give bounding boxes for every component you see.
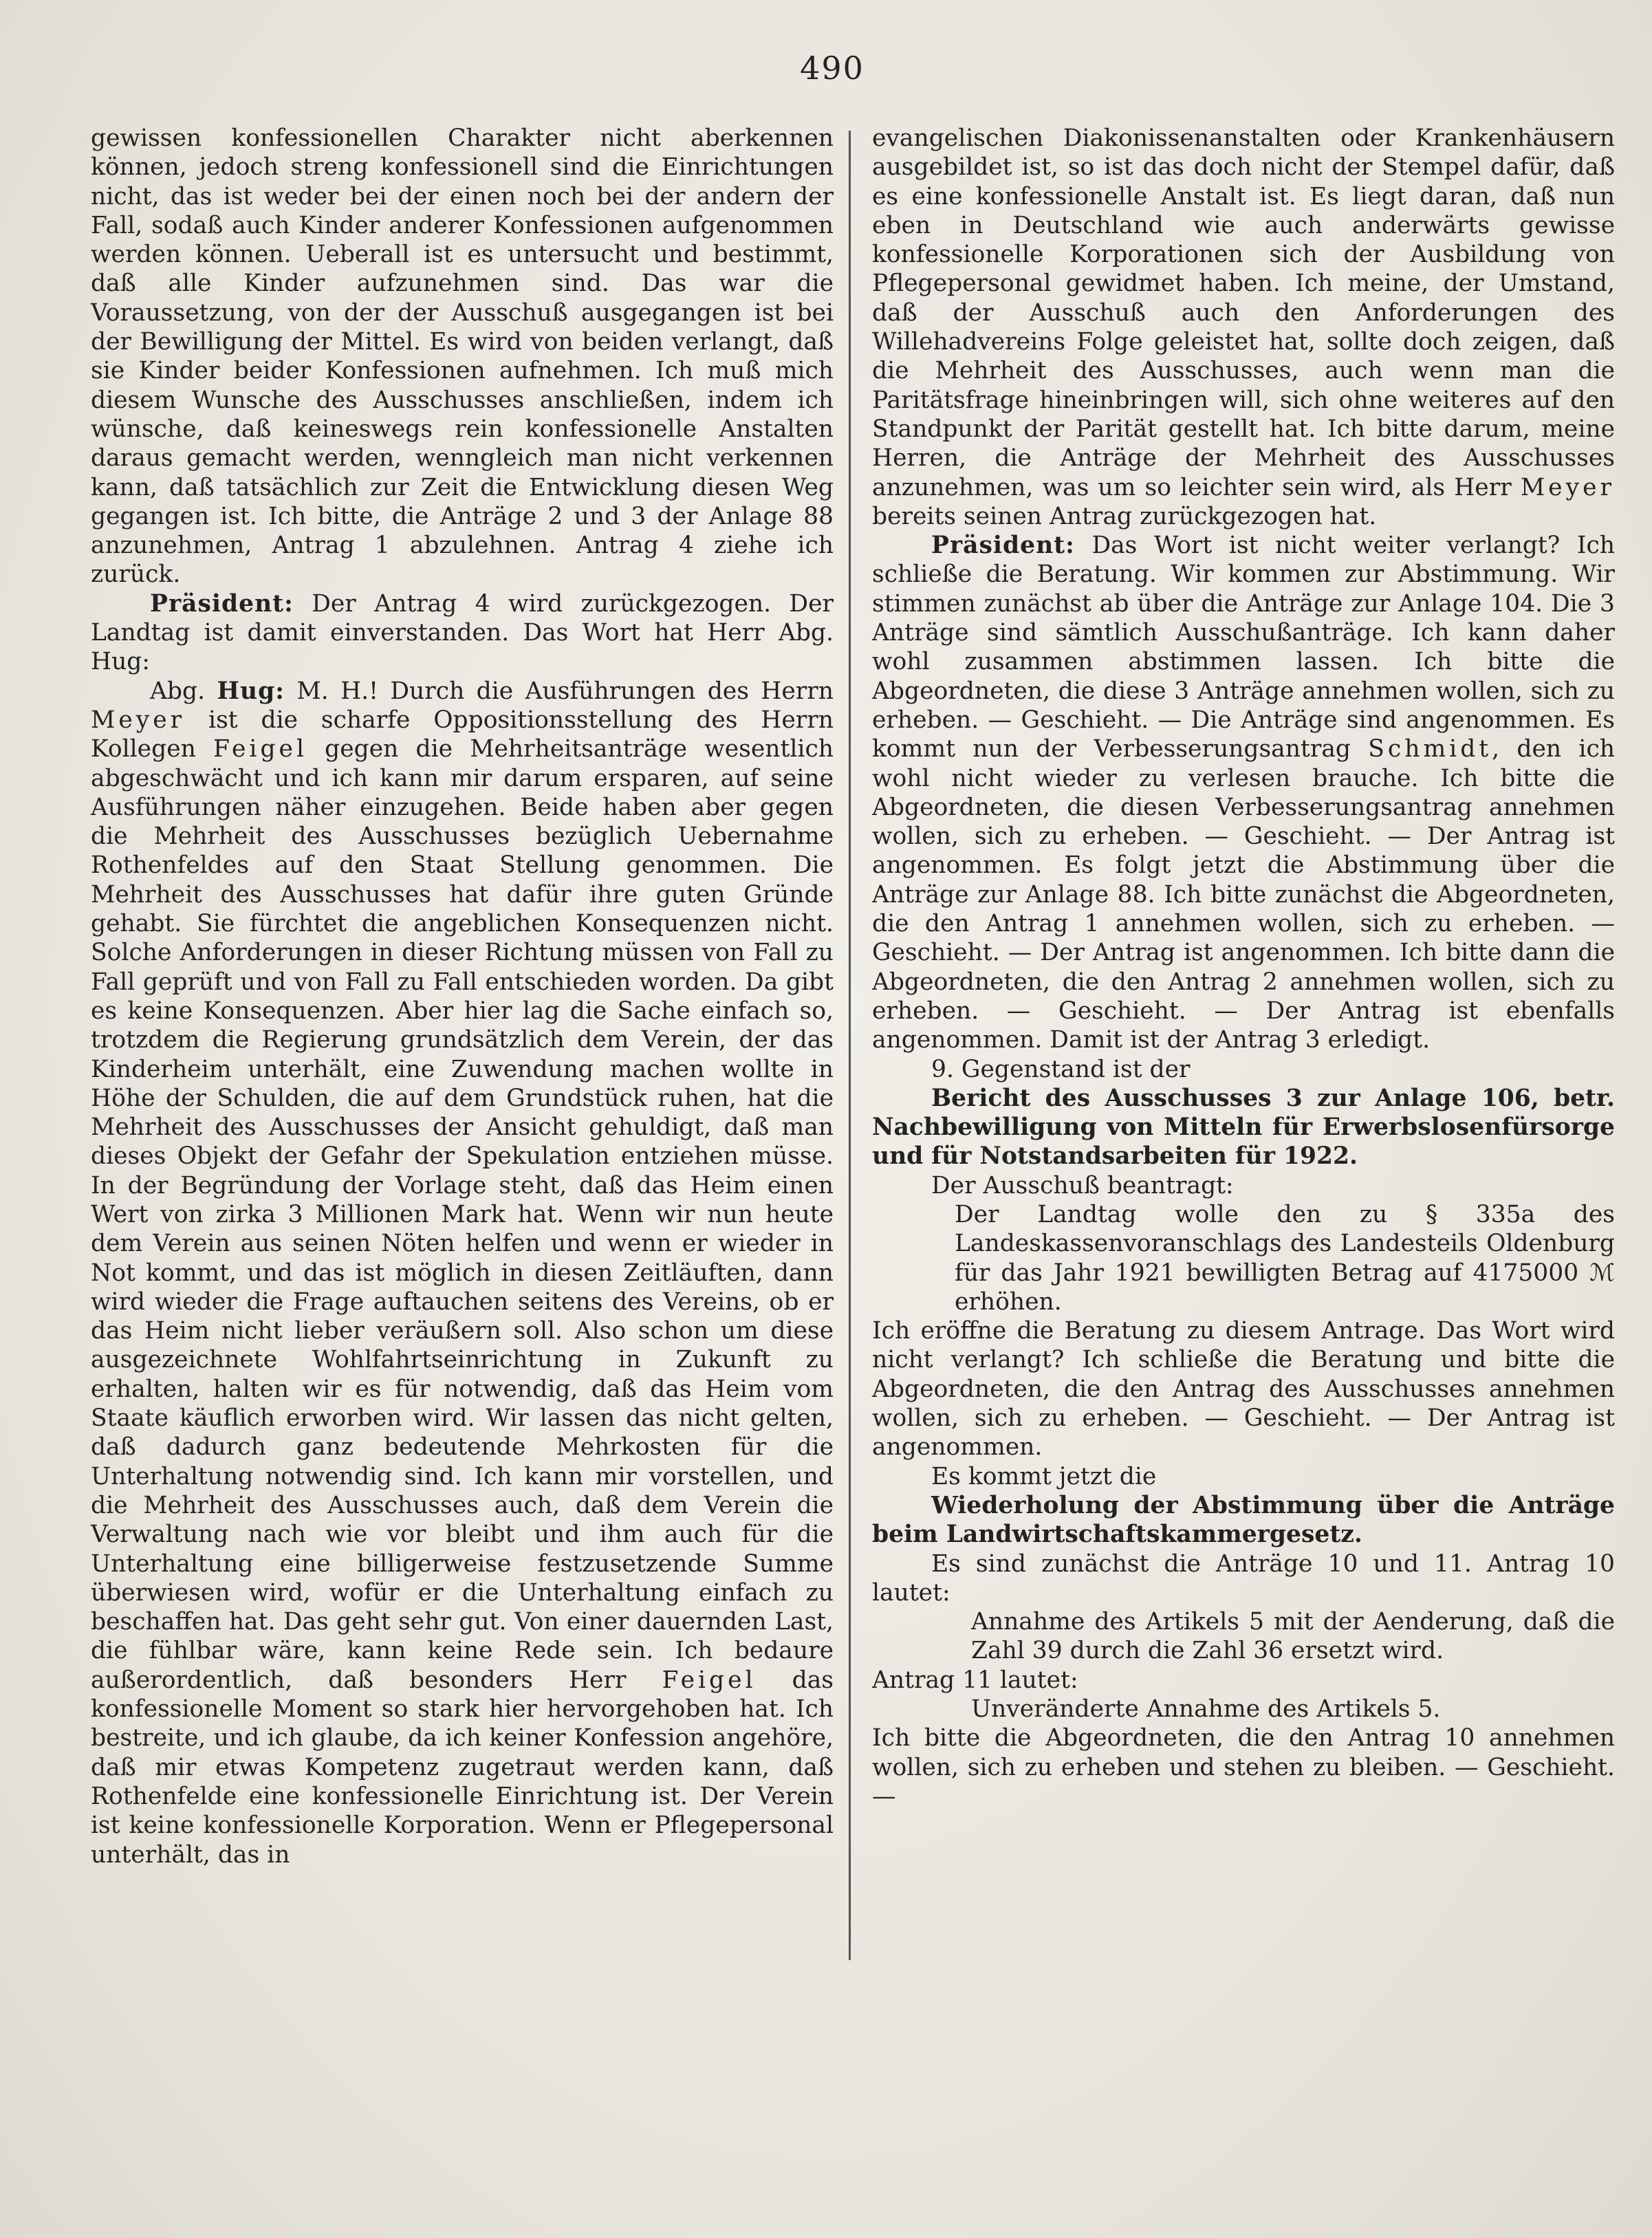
- paragraph-praesident: [91, 589, 834, 677]
- committee-motion-text: Der Landtag wolle den zu § 335a des Landeskassenvoranschlags des Landesteils Oldenburg für das Jahr 1921 bewilligten Betrag auf 4175000 ℳ erhöhen.: [955, 1200, 1615, 1316]
- paragraph: Ich bitte die Abgeordneten, die den Antrag 10 annehmen wollen, sich zu erheben und stehen zu bleiben. — Geschieht. —: [872, 1724, 1615, 1810]
- paragraph: gewissen konfessionellen Charakter nicht aberkennen können, jedoch streng konfessionell sind die Einrichtungen nicht, das ist weder bei der einen noch bei der andern der Fall, sodaß auch Kinder anderer Konfessionen aufgenommen werden können. Ueberall ist es untersucht und bestimmt, daß alle Kinder aufzunehmen sind. Das war die Voraussetzung, von der der Ausschuß ausgegangen ist bei der Bewilligung der Mittel. Es wird von beiden verlangt, daß sie Kinder beider Konfessionen aufnehmen. Ich muß mich diesem Wunsche des Ausschusses anschließen, indem ich wünsche, daß keineswegs rein konfessionelle Anstalten daraus gemacht werden, wenngleich man nicht verkennen kann, daß tatsächlich zur Zeit die Entwicklung diesen Weg gegangen ist. Ich bitte, die Anträge 2 und 3 der Anlage 88 anzunehmen, Antrag 1 abzulehnen. Antrag 4 ziehe ich zurück.: [91, 124, 834, 589]
- left-column: [91, 124, 834, 1869]
- speech-text: Das Wort ist nicht weiter verlangt? Ich schließe die Beratung. Wir kommen zur Abstimmung. Wir stimmen zunächst ab über die Anträge zur Anlage 104. Die 3 Anträge sind sämtlich Ausschußanträge. Ich kann daher wohl zusammen abstimmen lassen. Ich bitte die Abgeordneten, die diese 3 Anträge annehmen wollen, sich zu erheben. — Geschieht. — Die Anträge sind angenommen. Es kommt nun der Verbesserungsantrag: [872, 532, 1615, 763]
- person-name: Meyer: [91, 706, 186, 734]
- agenda-item-intro: 9. Gegenstand ist der: [931, 1055, 1191, 1083]
- agenda-item-title: Wiederholung der Abstimmung über die Anträge beim Landwirtschaftskammergesetz.: [872, 1491, 1615, 1549]
- motion-text: Annahme des Artikels 5 mit der Aenderung, daß die Zahl 39 durch die Zahl 36 ersetzt wird.: [971, 1608, 1615, 1665]
- paragraph-hug: [91, 677, 834, 1869]
- page-number: 490: [800, 50, 865, 87]
- paragraph: Ich eröffne die Beratung zu diesem Antrage. Das Wort wird nicht verlangt? Ich schließe die Beratung und bitte die Abgeordneten, die den Antrag des Ausschusses annehmen wollen, sich zu erheben. — Geschieht. — Der Antrag ist angenommen.: [872, 1317, 1615, 1462]
- speaker-name: Präsident:: [931, 532, 1075, 560]
- person-name: Schmidt: [1368, 735, 1492, 763]
- paragraph: Antrag 11 lautet:: [872, 1666, 1078, 1694]
- column-divider: [849, 131, 851, 1960]
- person-name: Meyer: [1520, 473, 1615, 501]
- paragraph: Es sind zunächst die Anträge 10 und 11. Antrag 10 lautet:: [872, 1550, 1615, 1607]
- motion-text: Unveränderte Annahme des Artikels 5.: [971, 1695, 1441, 1724]
- speech-text: gegen die Mehrheitsanträge wesentlich abgeschwächt und ich kann mir darum ersparen, auf seine Ausführungen näher einzugehen. Beide haben aber gegen die Mehrheit des Ausschusses bezüglich Uebernahme Rothenfeldes auf den Staat Stellung genommen. Die Mehrheit des Ausschusses hat dafür ihre guten Gründe gehabt. Sie fürchtet die angeblichen Konsequenzen nicht. Solche Anforderungen in dieser Richtung müssen von Fall zu Fall geprüft und von Fall zu Fall entschieden worden. Da gibt es keine Konsequenzen. Aber hier lag die Sache einfach so, trotzdem die Regierung grundsätzlich dem Verein, der das Kinderheim unterhält, eine Zuwendung machen wollte in Höhe der Schulden, die auf dem Grundstück ruhen, hat die Mehrheit des Ausschusses der Ansicht gehuldigt, daß man dieses Objekt der Gefahr der Spekulation entziehen müsse. In der Begründung der Vorlage steht, daß das Heim einen Wert von zirka 3 Millionen Mark hat. Wenn wir nun heute dem Verein aus seinen Nöten helfen und wenn er wieder in Not kommt, und das ist möglich in diesen Zeitläuften, dann wird wieder die Frage auftauchen seitens des Vereins, ob er das Heim nicht lieber veräußern soll. Also schon um diese ausgezeichnete Wohlfahrtseinrichtung in Zukunft zu erhalten, halten wir es für notwendig, daß das Heim vom Staate käuflich erworben wird. Wir lassen das nicht gelten, daß dadurch ganz bedeutende Mehrkosten für die Unterhaltung notwendig sind. Ich kann mir vorstellen, und die Mehrheit des Ausschusses auch, daß dem Verein die Verwaltung nach wie vor bleibt und ihm auch für die Unterhaltung eine billigerweise festzusetzende Summe überwiesen wird, wofür er die Unterhaltung einfach zu beschaffen hat. Das geht sehr gut. Von einer dauernden Last, die fühlbar wäre, kann keine Rede sein. Ich bedaure außerordentlich, daß besonders Herr: [91, 735, 834, 1694]
- person-name: Feigel: [213, 735, 308, 763]
- speaker-name: Präsident:: [150, 589, 294, 618]
- agenda-item-title: Bericht des Ausschusses 3 zur Anlage 106, betr. Nachbewilligung von Mitteln für Erwerbslosenfürsorge und für Notstandsarbeiten für 1922.: [872, 1084, 1615, 1171]
- speaker-name: Hug:: [217, 677, 285, 705]
- speech-text: bereits seinen Antrag zurückgezogen hat.: [872, 502, 1377, 530]
- speech-text: Der Antrag 4 wird zurückgezogen. Der Landtag ist damit einverstanden. Das Wort hat Herr Abg. Hug:: [91, 589, 834, 676]
- speech-text: das konfessionelle Moment so stark hier hervorgehoben hat. Ich bestreite, und ich glaube, da ich keiner Konfession angehöre, daß mir etwas Kompetenz zugetraut werden kann, daß Rothenfelde eine konfessionelle Einrichtung ist. Der Verein ist keine konfessionelle Korporation. Wenn er Pflegepersonal unterhält, das in: [91, 1666, 834, 1869]
- paragraph-praesident: [872, 531, 1615, 1054]
- speech-text: , den ich wohl nicht wieder zu verlesen brauche. Ich bitte die Abgeordneten, die diesen Verbesserungsantrag annehmen wollen, sich zu erheben. — Geschieht. — Der Antrag ist angenommen. Es folgt jetzt die Abstimmung über die Anträge zur Anlage 88. Ich bitte zunächst die Abgeordneten, die den Antrag 1 annehmen wollen, sich zu erheben. — Geschieht. — Der Antrag ist angenommen. Ich bitte dann die Abgeordneten, die den Antrag 2 annehmen wollen, sich zu erheben. — Geschieht. — Der Antrag ist ebenfalls angenommen. Damit ist der Antrag 3 erledigt.: [872, 735, 1616, 1054]
- right-column: [872, 124, 1615, 1811]
- speech-text: evangelischen Diakonissenanstalten oder Krankenhäusern ausgebildet ist, so ist das doch nicht der Stempel dafür, daß es eine konfessionelle Anstalt ist. Es liegt daran, daß nun eben in Deutschland wie auch anderwärts gewisse konfessionelle Korporationen sich der Ausbildung von Pflegepersonal gewidmet haben. Ich meine, der Umstand, daß der Ausschuß auch den Anforderungen des Willehadvereins Folge geleistet hat, sollte doch zeigen, daß die Mehrheit des Ausschusses, auch wenn man die Paritätsfrage hineinbringen will, sich ohne weiteres auf den Standpunkt der Parität gestellt hat. Ich bitte darum, meine Herren, die Anträge der Mehrheit des Ausschusses anzunehmen, was um so leichter sein wird, als Herr: [872, 124, 1615, 501]
- speech-text: M. H.! Durch die Ausführungen des Herrn: [296, 677, 834, 705]
- speaker-prefix: Abg.: [150, 677, 206, 705]
- person-name: Feigel: [662, 1666, 757, 1694]
- agenda-item-intro: Es kommt jetzt die: [931, 1462, 1157, 1490]
- speech-text: ist die scharfe Oppositionsstellung des Herrn Kollegen: [91, 706, 834, 763]
- paragraph: [872, 124, 1615, 531]
- committee-motion-intro: Der Ausschuß beantragt:: [931, 1171, 1234, 1199]
